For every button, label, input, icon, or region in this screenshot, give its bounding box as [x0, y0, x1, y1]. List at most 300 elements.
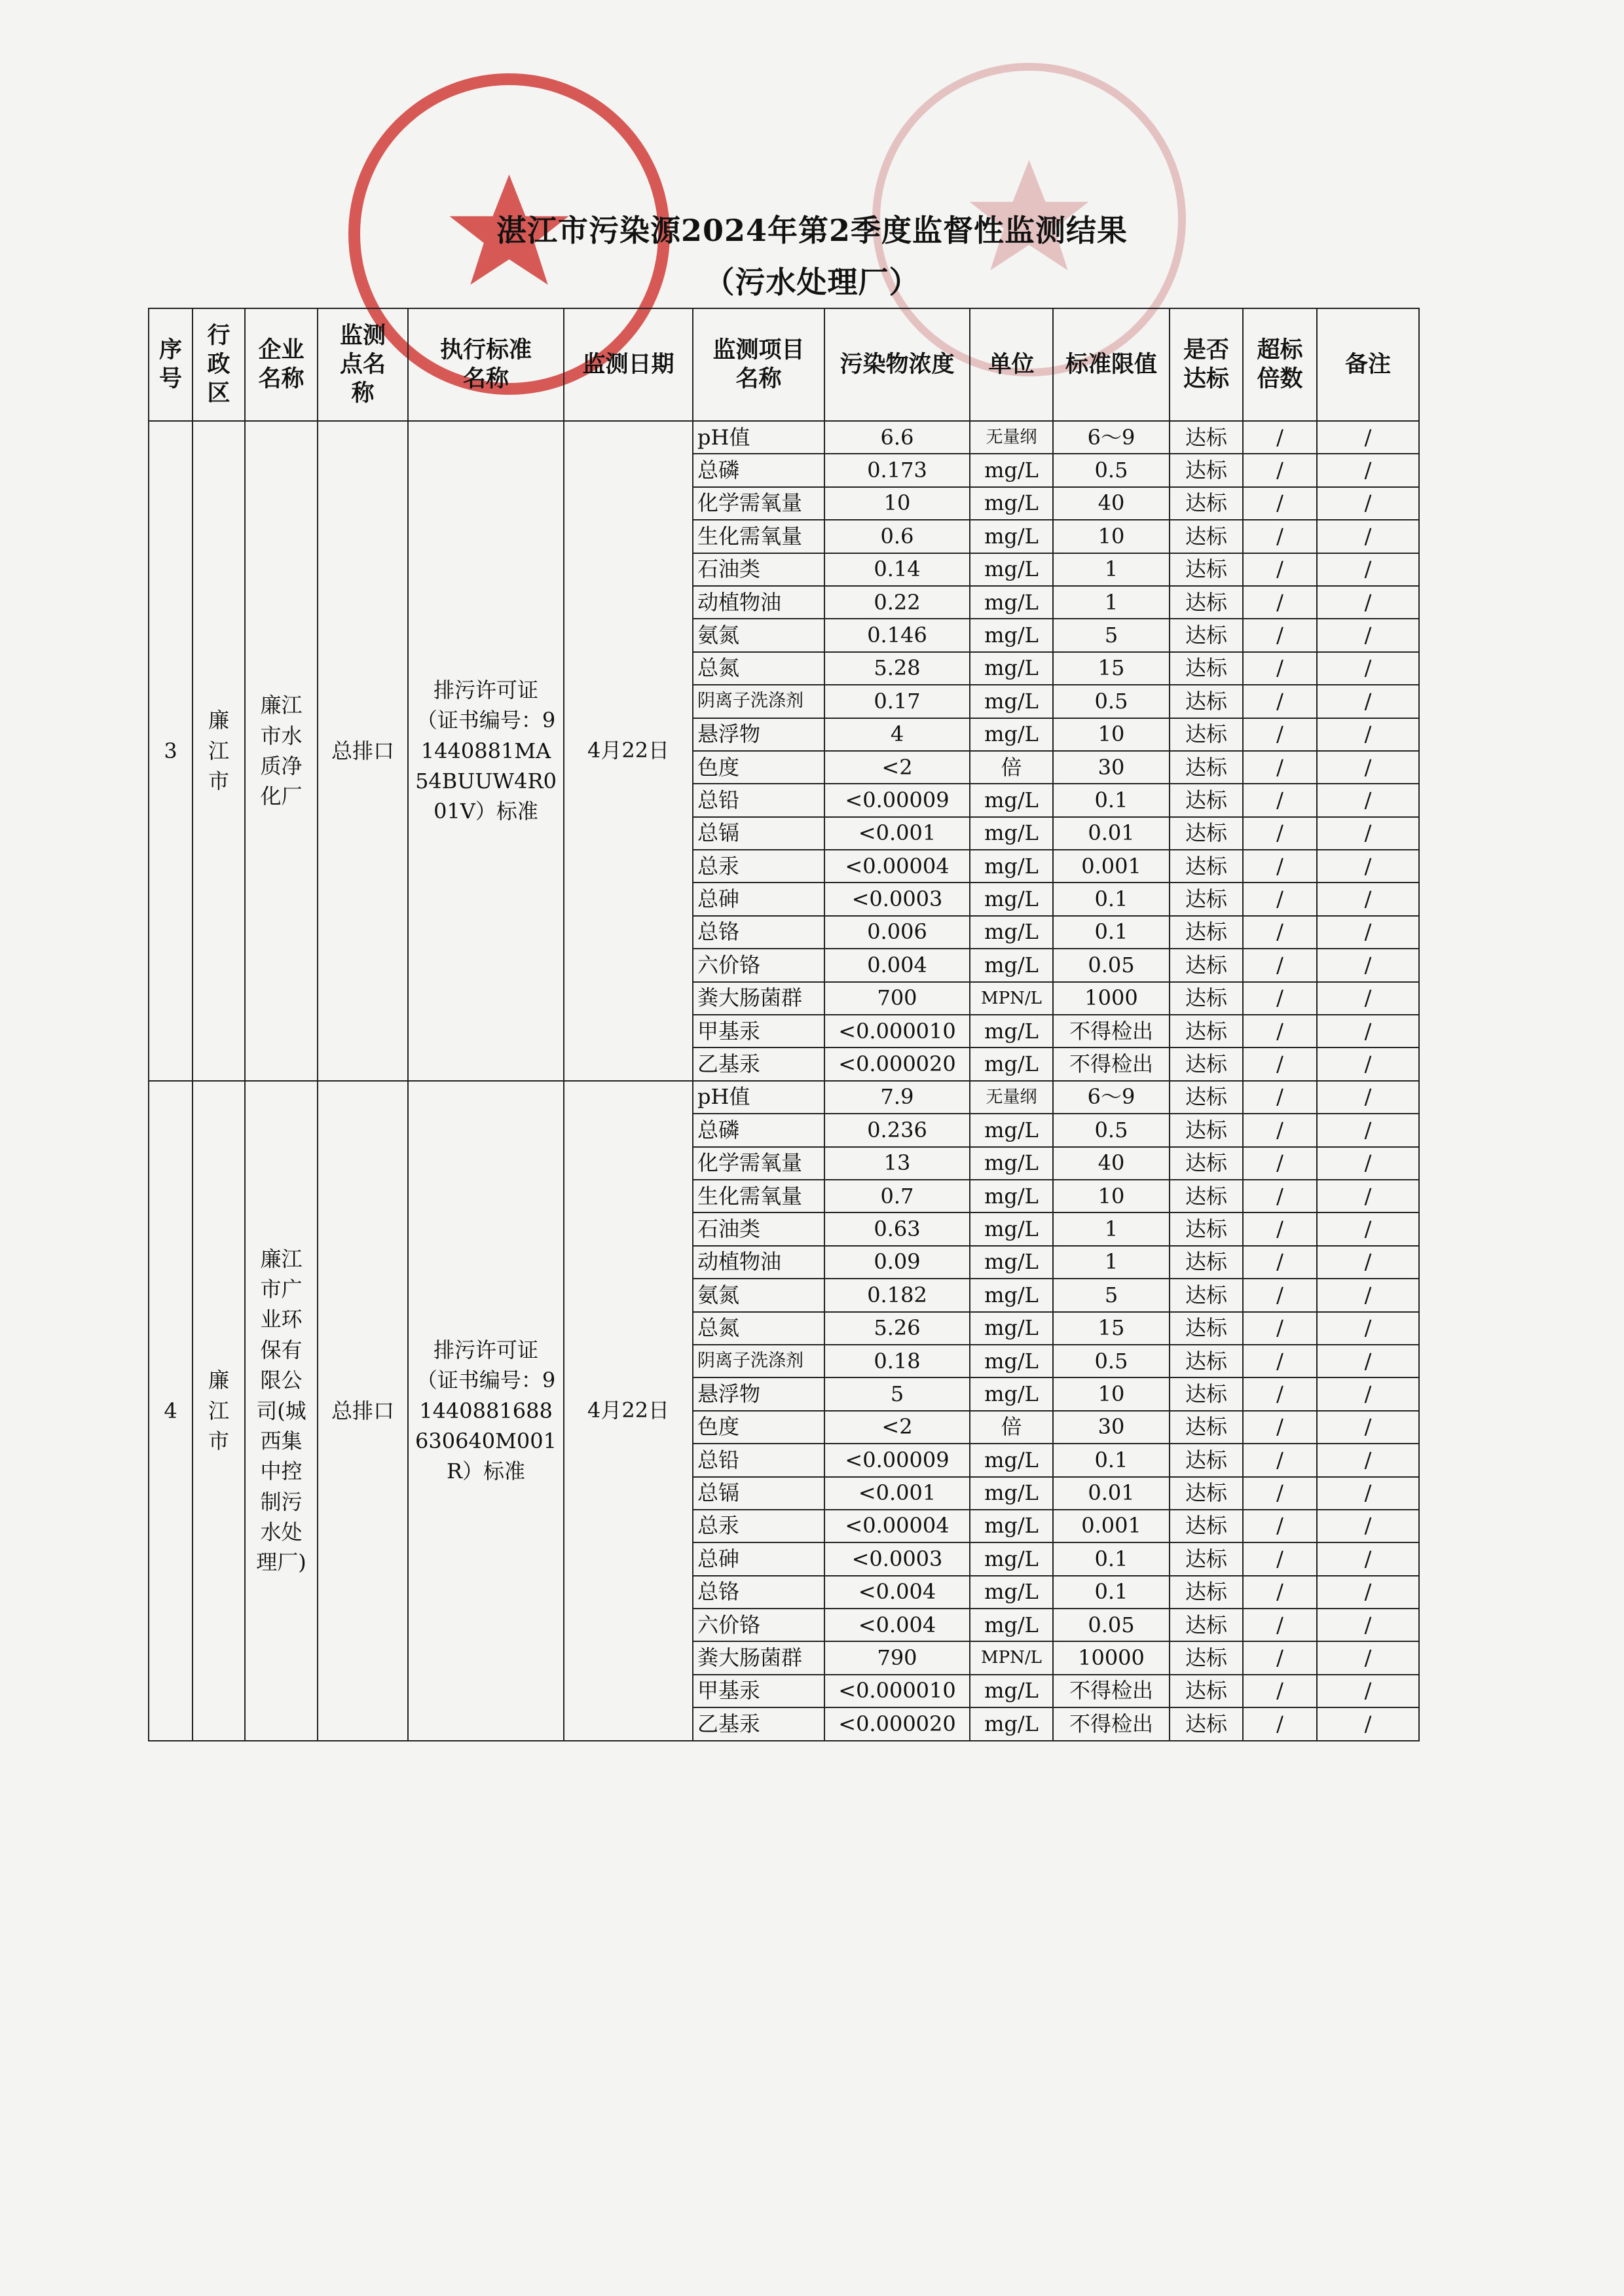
monitoring-item: 总铅	[693, 1444, 824, 1476]
remark-value: /	[1317, 1444, 1419, 1476]
standard-limit: 10	[1053, 1377, 1170, 1410]
exceed-multiple: /	[1243, 883, 1317, 915]
unit-value: mg/L	[970, 487, 1053, 520]
unit-value: mg/L	[970, 1345, 1053, 1377]
remark-value: /	[1317, 883, 1419, 915]
compliance-status: 达标	[1170, 1641, 1243, 1674]
header-exceed: 超标倍数	[1243, 308, 1317, 421]
compliance-status: 达标	[1170, 1576, 1243, 1609]
monitoring-item: 总砷	[693, 883, 824, 915]
monitoring-item: 六价铬	[693, 949, 824, 981]
concentration-value: 0.006	[824, 916, 970, 949]
unit-value: mg/L	[970, 1510, 1053, 1542]
monitoring-item: pH值	[693, 421, 824, 454]
concentration-value: <0.004	[824, 1609, 970, 1641]
remark-value: /	[1317, 916, 1419, 949]
monitoring-item: 阴离子洗涤剂	[693, 685, 824, 718]
header-date: 监测日期	[564, 308, 693, 421]
concentration-value: 6.6	[824, 421, 970, 454]
monitoring-item: 石油类	[693, 553, 824, 586]
unit-value: mg/L	[970, 718, 1053, 751]
standard-limit: 5	[1053, 1279, 1170, 1311]
unit-value: mg/L	[970, 1675, 1053, 1707]
standard-limit: 0.05	[1053, 1609, 1170, 1641]
exceed-multiple: /	[1243, 1377, 1317, 1410]
monitoring-item: 粪大肠菌群	[693, 982, 824, 1015]
remark-value: /	[1317, 520, 1419, 553]
monitoring-item: 甲基汞	[693, 1015, 824, 1048]
standard-limit: 1000	[1053, 982, 1170, 1015]
concentration-value: 4	[824, 718, 970, 751]
group-standard: 排污许可证（证书编号：91440881MA54BUUW4R001V）标准	[408, 421, 564, 1081]
monitoring-item: pH值	[693, 1081, 824, 1114]
concentration-value: 7.9	[824, 1081, 970, 1114]
header-unit: 单位	[970, 308, 1053, 421]
standard-limit: 10000	[1053, 1641, 1170, 1674]
remark-value: /	[1317, 1279, 1419, 1311]
exceed-multiple: /	[1243, 421, 1317, 454]
remark-value: /	[1317, 982, 1419, 1015]
exceed-multiple: /	[1243, 916, 1317, 949]
remark-value: /	[1317, 652, 1419, 685]
compliance-status: 达标	[1170, 1312, 1243, 1345]
table-row	[149, 421, 1419, 454]
concentration-value: 0.004	[824, 949, 970, 981]
exceed-multiple: /	[1243, 1114, 1317, 1146]
monitoring-item: 总铬	[693, 1576, 824, 1609]
exceed-multiple: /	[1243, 1147, 1317, 1180]
table-row	[149, 1081, 1419, 1114]
compliance-status: 达标	[1170, 1279, 1243, 1311]
standard-limit: 15	[1053, 1312, 1170, 1345]
standard-limit: 1	[1053, 586, 1170, 619]
group-date: 4月22日	[564, 1081, 693, 1741]
unit-value: mg/L	[970, 1180, 1053, 1212]
standard-limit: 不得检出	[1053, 1675, 1170, 1707]
compliance-status: 达标	[1170, 1212, 1243, 1245]
compliance-status: 达标	[1170, 1246, 1243, 1279]
exceed-multiple: /	[1243, 520, 1317, 553]
exceed-multiple: /	[1243, 1081, 1317, 1114]
unit-value: mg/L	[970, 454, 1053, 486]
monitoring-item: 色度	[693, 1411, 824, 1444]
compliance-status: 达标	[1170, 487, 1243, 520]
unit-value: mg/L	[970, 817, 1053, 850]
unit-value: 倍	[970, 751, 1053, 784]
exceed-multiple: /	[1243, 652, 1317, 685]
monitoring-item: 石油类	[693, 1212, 824, 1245]
remark-value: /	[1317, 784, 1419, 816]
concentration-value: 0.236	[824, 1114, 970, 1146]
concentration-value: 10	[824, 487, 970, 520]
concentration-value: <0.00004	[824, 1510, 970, 1542]
unit-value: MPN/L	[970, 982, 1053, 1015]
page-subtitle: （污水处理厂）	[704, 264, 920, 300]
exceed-multiple: /	[1243, 1212, 1317, 1245]
compliance-status: 达标	[1170, 1048, 1243, 1080]
unit-value: mg/L	[970, 916, 1053, 949]
unit-value: mg/L	[970, 850, 1053, 883]
exceed-multiple: /	[1243, 454, 1317, 486]
unit-value: mg/L	[970, 1147, 1053, 1180]
unit-value: mg/L	[970, 1444, 1053, 1476]
monitoring-item: 总磷	[693, 454, 824, 486]
standard-limit: 10	[1053, 520, 1170, 553]
unit-value: mg/L	[970, 1279, 1053, 1311]
concentration-value: 0.22	[824, 586, 970, 619]
monitoring-item: 粪大肠菌群	[693, 1641, 824, 1674]
concentration-value: 5	[824, 1377, 970, 1410]
standard-limit: 1	[1053, 1246, 1170, 1279]
page-title: 湛江市污染源2024年第2季度监督性监测结果	[496, 213, 1128, 248]
standard-limit: 30	[1053, 751, 1170, 784]
standard-limit: 0.5	[1053, 1114, 1170, 1146]
compliance-status: 达标	[1170, 1081, 1243, 1114]
remark-value: /	[1317, 1377, 1419, 1410]
header-concentration: 污染物浓度	[824, 308, 970, 421]
remark-value: /	[1317, 1212, 1419, 1245]
remark-value: /	[1317, 586, 1419, 619]
standard-limit: 0.1	[1053, 883, 1170, 915]
concentration-value: 790	[824, 1641, 970, 1674]
exceed-multiple: /	[1243, 553, 1317, 586]
unit-value: mg/L	[970, 1246, 1053, 1279]
unit-value: mg/L	[970, 1015, 1053, 1048]
standard-limit: 6～9	[1053, 421, 1170, 454]
standard-limit: 1	[1053, 1212, 1170, 1245]
standard-limit: 15	[1053, 652, 1170, 685]
standard-limit: 0.1	[1053, 1444, 1170, 1476]
compliance-status: 达标	[1170, 916, 1243, 949]
compliance-status: 达标	[1170, 652, 1243, 685]
standard-limit: 0.1	[1053, 784, 1170, 816]
unit-value: mg/L	[970, 1212, 1053, 1245]
unit-value: 倍	[970, 1411, 1053, 1444]
concentration-value: <0.000020	[824, 1707, 970, 1740]
exceed-multiple: /	[1243, 1048, 1317, 1080]
compliance-status: 达标	[1170, 1609, 1243, 1641]
exceed-multiple: /	[1243, 1345, 1317, 1377]
compliance-status: 达标	[1170, 421, 1243, 454]
standard-limit: 40	[1053, 1147, 1170, 1180]
exceed-multiple: /	[1243, 1707, 1317, 1740]
unit-value: mg/L	[970, 949, 1053, 981]
exceed-multiple: /	[1243, 718, 1317, 751]
exceed-multiple: /	[1243, 751, 1317, 784]
compliance-status: 达标	[1170, 1015, 1243, 1048]
monitoring-item: 总磷	[693, 1114, 824, 1146]
exceed-multiple: /	[1243, 949, 1317, 981]
compliance-status: 达标	[1170, 1377, 1243, 1410]
unit-value: 无量纲	[970, 1081, 1053, 1114]
remark-value: /	[1317, 487, 1419, 520]
remark-value: /	[1317, 553, 1419, 586]
exceed-multiple: /	[1243, 850, 1317, 883]
remark-value: /	[1317, 949, 1419, 981]
unit-value: mg/L	[970, 1609, 1053, 1641]
remark-value: /	[1317, 1477, 1419, 1510]
unit-value: mg/L	[970, 1576, 1053, 1609]
concentration-value: 0.63	[824, 1212, 970, 1245]
concentration-value: 0.146	[824, 619, 970, 651]
remark-value: /	[1317, 1576, 1419, 1609]
remark-value: /	[1317, 685, 1419, 718]
concentration-value: 5.26	[824, 1312, 970, 1345]
concentration-value: 0.6	[824, 520, 970, 553]
standard-limit: 6～9	[1053, 1081, 1170, 1114]
compliance-status: 达标	[1170, 1707, 1243, 1740]
standard-limit: 0.01	[1053, 817, 1170, 850]
remark-value: /	[1317, 1609, 1419, 1641]
monitoring-item: 总镉	[693, 817, 824, 850]
remark-value: /	[1317, 1510, 1419, 1542]
remark-value: /	[1317, 850, 1419, 883]
monitoring-item: 乙基汞	[693, 1048, 824, 1080]
exceed-multiple: /	[1243, 1542, 1317, 1575]
unit-value: mg/L	[970, 685, 1053, 718]
standard-limit: 40	[1053, 487, 1170, 520]
standard-limit: 0.5	[1053, 685, 1170, 718]
remark-value: /	[1317, 1246, 1419, 1279]
compliance-status: 达标	[1170, 850, 1243, 883]
group-enterprise: 廉江市水质净化厂	[245, 421, 318, 1081]
remark-value: /	[1317, 1180, 1419, 1212]
compliance-status: 达标	[1170, 1345, 1243, 1377]
exceed-multiple: /	[1243, 1279, 1317, 1311]
standard-limit: 1	[1053, 553, 1170, 586]
compliance-status: 达标	[1170, 817, 1243, 850]
remark-value: /	[1317, 1641, 1419, 1674]
compliance-status: 达标	[1170, 718, 1243, 751]
compliance-status: 达标	[1170, 784, 1243, 816]
standard-limit: 0.5	[1053, 1345, 1170, 1377]
compliance-status: 达标	[1170, 883, 1243, 915]
header-enterprise: 企业名称	[245, 308, 318, 421]
monitoring-item: 色度	[693, 751, 824, 784]
table-header-row	[149, 308, 1419, 421]
monitoring-item: 动植物油	[693, 586, 824, 619]
standard-limit: 0.5	[1053, 454, 1170, 486]
unit-value: MPN/L	[970, 1641, 1053, 1674]
exceed-multiple: /	[1243, 1641, 1317, 1674]
header-standard: 执行标准名称	[408, 308, 564, 421]
compliance-status: 达标	[1170, 1542, 1243, 1575]
compliance-status: 达标	[1170, 751, 1243, 784]
unit-value: mg/L	[970, 1312, 1053, 1345]
unit-value: 无量纲	[970, 421, 1053, 454]
standard-limit: 0.001	[1053, 850, 1170, 883]
exceed-multiple: /	[1243, 1609, 1317, 1641]
standard-limit: 0.05	[1053, 949, 1170, 981]
unit-value: mg/L	[970, 520, 1053, 553]
monitoring-item: 总铅	[693, 784, 824, 816]
unit-value: mg/L	[970, 1048, 1053, 1080]
compliance-status: 达标	[1170, 1147, 1243, 1180]
exceed-multiple: /	[1243, 685, 1317, 718]
compliance-status: 达标	[1170, 1411, 1243, 1444]
compliance-status: 达标	[1170, 1510, 1243, 1542]
monitoring-item: 总砷	[693, 1542, 824, 1575]
results-table-body	[149, 421, 1419, 1741]
unit-value: mg/L	[970, 784, 1053, 816]
standard-limit: 10	[1053, 1180, 1170, 1212]
standard-limit: 不得检出	[1053, 1048, 1170, 1080]
exceed-multiple: /	[1243, 1015, 1317, 1048]
remark-value: /	[1317, 1081, 1419, 1114]
compliance-status: 达标	[1170, 454, 1243, 486]
concentration-value: 0.14	[824, 553, 970, 586]
compliance-status: 达标	[1170, 949, 1243, 981]
compliance-status: 达标	[1170, 1180, 1243, 1212]
unit-value: mg/L	[970, 1477, 1053, 1510]
header-remark: 备注	[1317, 308, 1419, 421]
monitoring-item: 总氮	[693, 1312, 824, 1345]
group-enterprise: 廉江市广业环保有限公司(城西集中控制污水处理厂)	[245, 1081, 318, 1741]
exceed-multiple: /	[1243, 1675, 1317, 1707]
group-standard: 排污许可证（证书编号：91440881688630640M001R）标准	[408, 1081, 564, 1741]
monitoring-item: 化学需氧量	[693, 1147, 824, 1180]
concentration-value: 0.7	[824, 1180, 970, 1212]
monitoring-item: 阴离子洗涤剂	[693, 1345, 824, 1377]
group-district: 廉江市	[193, 421, 245, 1081]
standard-limit: 不得检出	[1053, 1707, 1170, 1740]
concentration-value: <0.001	[824, 817, 970, 850]
exceed-multiple: /	[1243, 1510, 1317, 1542]
monitoring-item: 生化需氧量	[693, 1180, 824, 1212]
remark-value: /	[1317, 817, 1419, 850]
monitoring-item: 总铬	[693, 916, 824, 949]
concentration-value: <0.0003	[824, 1542, 970, 1575]
unit-value: mg/L	[970, 619, 1053, 651]
exceed-multiple: /	[1243, 817, 1317, 850]
compliance-status: 达标	[1170, 586, 1243, 619]
group-district: 廉江市	[193, 1081, 245, 1741]
group-monitoring-point: 总排口	[318, 1081, 408, 1741]
results-table	[148, 308, 1420, 1741]
compliance-status: 达标	[1170, 619, 1243, 651]
standard-limit: 不得检出	[1053, 1015, 1170, 1048]
concentration-value: <0.004	[824, 1576, 970, 1609]
concentration-value: <0.000010	[824, 1675, 970, 1707]
monitoring-item: 乙基汞	[693, 1707, 824, 1740]
monitoring-item: 六价铬	[693, 1609, 824, 1641]
remark-value: /	[1317, 1114, 1419, 1146]
group-monitoring-point: 总排口	[318, 421, 408, 1081]
monitoring-item: 生化需氧量	[693, 520, 824, 553]
concentration-value: 0.18	[824, 1345, 970, 1377]
exceed-multiple: /	[1243, 784, 1317, 816]
exceed-multiple: /	[1243, 1246, 1317, 1279]
compliance-status: 达标	[1170, 1114, 1243, 1146]
unit-value: mg/L	[970, 883, 1053, 915]
concentration-value: <0.001	[824, 1477, 970, 1510]
group-seq: 3	[149, 421, 193, 1081]
concentration-value: <0.00009	[824, 784, 970, 816]
remark-value: /	[1317, 1048, 1419, 1080]
standard-limit: 10	[1053, 718, 1170, 751]
remark-value: /	[1317, 1542, 1419, 1575]
monitoring-item: 悬浮物	[693, 718, 824, 751]
exceed-multiple: /	[1243, 1312, 1317, 1345]
monitoring-item: 悬浮物	[693, 1377, 824, 1410]
monitoring-item: 甲基汞	[693, 1675, 824, 1707]
monitoring-item: 总镉	[693, 1477, 824, 1510]
remark-value: /	[1317, 1312, 1419, 1345]
compliance-status: 达标	[1170, 685, 1243, 718]
concentration-value: 700	[824, 982, 970, 1015]
unit-value: mg/L	[970, 1377, 1053, 1410]
concentration-value: <2	[824, 1411, 970, 1444]
remark-value: /	[1317, 1147, 1419, 1180]
exceed-multiple: /	[1243, 982, 1317, 1015]
concentration-value: 5.28	[824, 652, 970, 685]
concentration-value: <2	[824, 751, 970, 784]
remark-value: /	[1317, 718, 1419, 751]
compliance-status: 达标	[1170, 1477, 1243, 1510]
concentration-value: 0.173	[824, 454, 970, 486]
standard-limit: 0.1	[1053, 916, 1170, 949]
remark-value: /	[1317, 1411, 1419, 1444]
remark-value: /	[1317, 1707, 1419, 1740]
remark-value: /	[1317, 454, 1419, 486]
compliance-status: 达标	[1170, 1444, 1243, 1476]
monitoring-item: 总氮	[693, 652, 824, 685]
exceed-multiple: /	[1243, 586, 1317, 619]
compliance-status: 达标	[1170, 520, 1243, 553]
monitoring-item: 化学需氧量	[693, 487, 824, 520]
header-limit: 标准限值	[1053, 308, 1170, 421]
standard-limit: 5	[1053, 619, 1170, 651]
remark-value: /	[1317, 751, 1419, 784]
concentration-value: 0.09	[824, 1246, 970, 1279]
unit-value: mg/L	[970, 652, 1053, 685]
exceed-multiple: /	[1243, 1411, 1317, 1444]
header-district: 行政区	[193, 308, 245, 421]
unit-value: mg/L	[970, 553, 1053, 586]
monitoring-item: 总汞	[693, 1510, 824, 1542]
remark-value: /	[1317, 421, 1419, 454]
standard-limit: 0.01	[1053, 1477, 1170, 1510]
concentration-value: <0.000020	[824, 1048, 970, 1080]
monitoring-item: 动植物油	[693, 1246, 824, 1279]
exceed-multiple: /	[1243, 1576, 1317, 1609]
unit-value: mg/L	[970, 586, 1053, 619]
monitoring-item: 总汞	[693, 850, 824, 883]
group-date: 4月22日	[564, 421, 693, 1081]
concentration-value: 13	[824, 1147, 970, 1180]
unit-value: mg/L	[970, 1707, 1053, 1740]
standard-limit: 30	[1053, 1411, 1170, 1444]
compliance-status: 达标	[1170, 553, 1243, 586]
concentration-value: <0.00009	[824, 1444, 970, 1476]
exceed-multiple: /	[1243, 619, 1317, 651]
remark-value: /	[1317, 1675, 1419, 1707]
concentration-value: <0.00004	[824, 850, 970, 883]
compliance-status: 达标	[1170, 1675, 1243, 1707]
concentration-value: 0.182	[824, 1279, 970, 1311]
group-seq: 4	[149, 1081, 193, 1741]
standard-limit: 0.1	[1053, 1576, 1170, 1609]
standard-limit: 0.001	[1053, 1510, 1170, 1542]
exceed-multiple: /	[1243, 1180, 1317, 1212]
exceed-multiple: /	[1243, 1477, 1317, 1510]
concentration-value: <0.0003	[824, 883, 970, 915]
monitoring-item: 氨氮	[693, 619, 824, 651]
remark-value: /	[1317, 1345, 1419, 1377]
header-item: 监测项目名称	[693, 308, 824, 421]
exceed-multiple: /	[1243, 1444, 1317, 1476]
unit-value: mg/L	[970, 1542, 1053, 1575]
